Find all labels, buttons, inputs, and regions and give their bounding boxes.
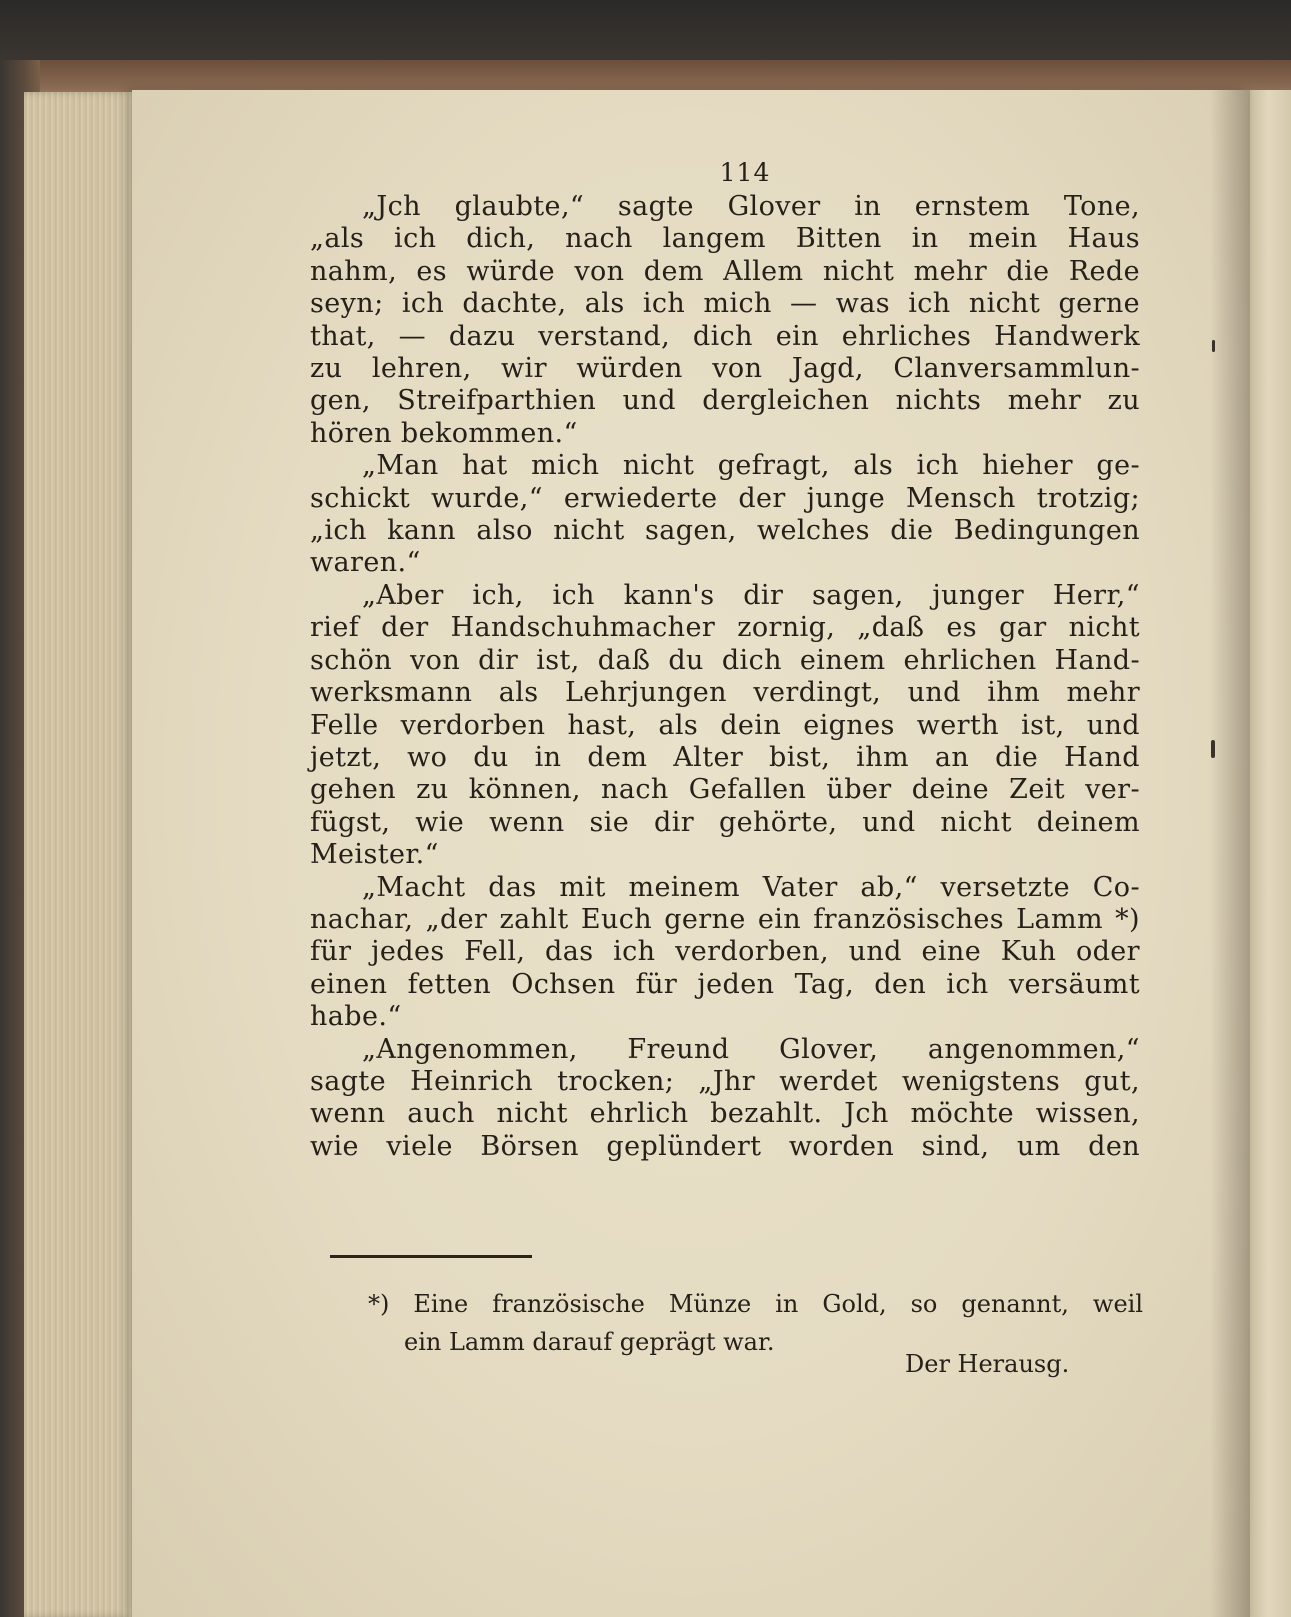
footnote-line: *) Eine französische Münze in Gold, so genannt, weil	[368, 1290, 1143, 1318]
text-line: „Macht das mit meinem Vater ab,“ versetzte Co-	[362, 871, 1140, 903]
text-line: „als ich dich, nach langem Bitten in mein Haus	[310, 223, 1140, 255]
page-mark	[1212, 340, 1215, 352]
footnote-rule	[330, 1255, 532, 1258]
text-line: schickt wurde,“ erwiederte der junge Mensch trotzig;	[310, 482, 1140, 514]
text-line: für jedes Fell, das ich verdorben, und eine Kuh oder	[310, 936, 1140, 968]
facing-page-edge	[1250, 90, 1291, 1617]
text-line: wenn auch nicht ehrlich bezahlt. Jch möchte wissen,	[310, 1098, 1140, 1130]
footnote-line: ein Lamm darauf geprägt war.	[404, 1328, 775, 1356]
text-line: waren.“	[310, 547, 421, 579]
text-line: Meister.“	[310, 839, 439, 871]
page-stack-edges	[24, 92, 142, 1617]
text-line: „Angenommen, Freund Glover, angenommen,“	[362, 1033, 1140, 1065]
editor-signature: Der Herausg.	[905, 1350, 1070, 1378]
text-line: rief der Handschuhmacher zornig, „daß es gar nicht	[310, 612, 1140, 644]
text-line: einen fetten Ochsen für jeden Tag, den ich versäumt	[310, 968, 1140, 1000]
paragraph-1	[310, 191, 1140, 450]
text-line: „ich kann also nicht sagen, welches die Bedingungen	[310, 515, 1140, 547]
main-text	[310, 158, 1140, 1163]
text-line: schön von dir ist, daß du dich einem ehrlichen Hand-	[310, 644, 1140, 676]
text-line: gehen zu können, nach Gefallen über deine Zeit ver-	[310, 774, 1140, 806]
text-line: that, — dazu verstand, dich ein ehrliches Handwerk	[310, 320, 1140, 352]
text-line: Felle verdorben hast, als dein eignes werth ist, und	[310, 709, 1140, 741]
text-line: wie viele Börsen geplündert worden sind, um den	[310, 1130, 1140, 1162]
text-line: nachar, „der zahlt Euch gerne ein französisches Lamm *)	[310, 903, 1140, 935]
text-line: werksmann als Lehrjungen verdingt, und ihm mehr	[310, 677, 1140, 709]
text-line: habe.“	[310, 1001, 402, 1033]
page-mark	[1211, 740, 1215, 758]
text-line: nahm, es würde von dem Allem nicht mehr die Rede	[310, 255, 1140, 287]
text-line: seyn; ich dachte, als ich mich — was ich nicht gerne	[310, 288, 1140, 320]
text-line: „Man hat mich nicht gefragt, als ich hieher ge-	[362, 450, 1140, 482]
text-line: zu lehren, wir würden von Jagd, Clanversammlun-	[310, 353, 1140, 385]
gutter-shadow	[1210, 90, 1250, 1617]
paragraph-3	[310, 580, 1140, 872]
text-line: sagte Heinrich trocken; „Jhr werdet wenigstens gut,	[310, 1065, 1140, 1097]
paragraph-2	[310, 450, 1140, 580]
text-line: gen, Streifparthien und dergleichen nichts mehr zu	[310, 385, 1140, 417]
page-number: 114	[719, 158, 771, 187]
paragraph-4	[310, 872, 1140, 1034]
text-line: jetzt, wo du in dem Alter bist, ihm an die Hand	[310, 741, 1140, 773]
text-line: fügst, wie wenn sie dir gehörte, und nicht deinem	[310, 806, 1140, 838]
text-line: hören bekommen.“	[310, 417, 578, 449]
paragraph-5	[310, 1034, 1140, 1164]
text-line: „Aber ich, ich kann's dir sagen, junger Herr,“	[362, 579, 1140, 611]
text-line: „Jch glaubte,“ sagte Glover in ernstem Tone,	[362, 191, 1140, 222]
